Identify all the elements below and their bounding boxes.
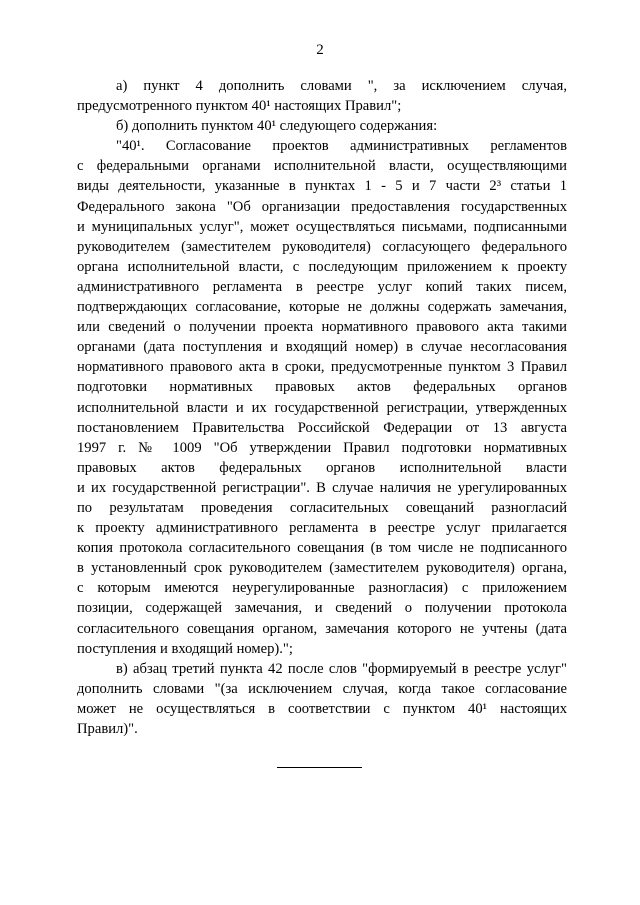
text-line: органа исполнительной власти, с последующим приложением к проекту (77, 258, 567, 275)
paragraph-b (77, 116, 567, 136)
text-line: исполнительной власти и их государственной регистрации, утвержденных (77, 399, 567, 416)
text-line: нормативного правового акта в сроки, предусмотренные пунктом 3 Правил (77, 359, 567, 376)
text-line: к проекту административного регламента в реестре услуг прилагается (77, 520, 567, 537)
text-line: и их государственной регистрации". В случае наличия не урегулированных (77, 479, 567, 496)
text-line: или сведений о получении проекта нормативного правового акта такими (77, 319, 567, 336)
text-line: Федерального закона "Об организации предоставления государственных (77, 198, 567, 215)
text-line: в) абзац третий пункта 42 после слов "формируемый в реестре услуг" (116, 660, 567, 677)
text-line: административного регламента в реестре услуг копий таких писем, (77, 278, 567, 295)
text-line: в установленный срок руководителем (заместителем руководителя) органа, (77, 560, 567, 577)
text-line: Правил)". (77, 721, 138, 737)
text-line: б) дополнить пунктом 40¹ следующего содержания: (116, 118, 438, 135)
text-line: правовых актов федеральных органов исполнительной власти (77, 459, 567, 476)
text-line: и муниципальных услуг", может осуществляться письмами, подписанными (77, 218, 567, 235)
paragraph-v (77, 659, 567, 739)
text-line: поступления и входящий номер)."; (77, 640, 293, 657)
text-line: а) пункт 4 дополнить словами ", за исключением случая, (116, 78, 567, 94)
text-line: копия протокола согласительного совещания (в том числе не подписанного (77, 540, 567, 557)
text-line: может не осуществляться в соответствии с пунктом 40¹ настоящих (77, 700, 567, 717)
text-line: виды деятельности, указанные в пунктах 1 - 5 и 7 части 2³ статьи 1 (77, 178, 567, 195)
page-number: 2 (316, 42, 324, 58)
text-line: органами (дата поступления и входящий номер) в случае несогласования (77, 339, 567, 356)
text-line: по результатам проведения согласительных совещаний разногласий (77, 499, 567, 516)
footer-divider (277, 767, 362, 768)
text-line: подтверждающих согласование, которые не должны содержать замечания, (77, 299, 567, 316)
text-line: 1997 г. № 1009 "Об утверждении Правил подготовки нормативных (77, 439, 567, 456)
text-line: с которым имеются неурегулированные разногласия) с приложением (77, 580, 567, 597)
text-line: позиции, содержащей замечания, и сведений о получении протокола (77, 600, 567, 617)
text-line: дополнить словами "(за исключением случая, когда такое согласование (77, 680, 567, 697)
text-line: подготовки нормативных правовых актов федеральных органов (77, 379, 567, 396)
text-line: руководителем (заместителем руководителя) согласующего федерального (77, 238, 567, 255)
text-line: постановлением Правительства Российской Федерации от 13 августа (77, 419, 567, 436)
text-line: предусмотренного пунктом 40¹ настоящих Правил"; (77, 98, 402, 115)
text-line: "40¹. Согласование проектов административных регламентов (116, 138, 567, 155)
text-line: с федеральными органами исполнительной власти, осуществляющими (77, 158, 567, 175)
document-body (77, 76, 567, 739)
paragraph-40-1 (77, 136, 567, 658)
paragraph-a (77, 76, 567, 116)
text-line: согласительного совещания органом, замечания которого не учтены (дата (77, 620, 567, 637)
